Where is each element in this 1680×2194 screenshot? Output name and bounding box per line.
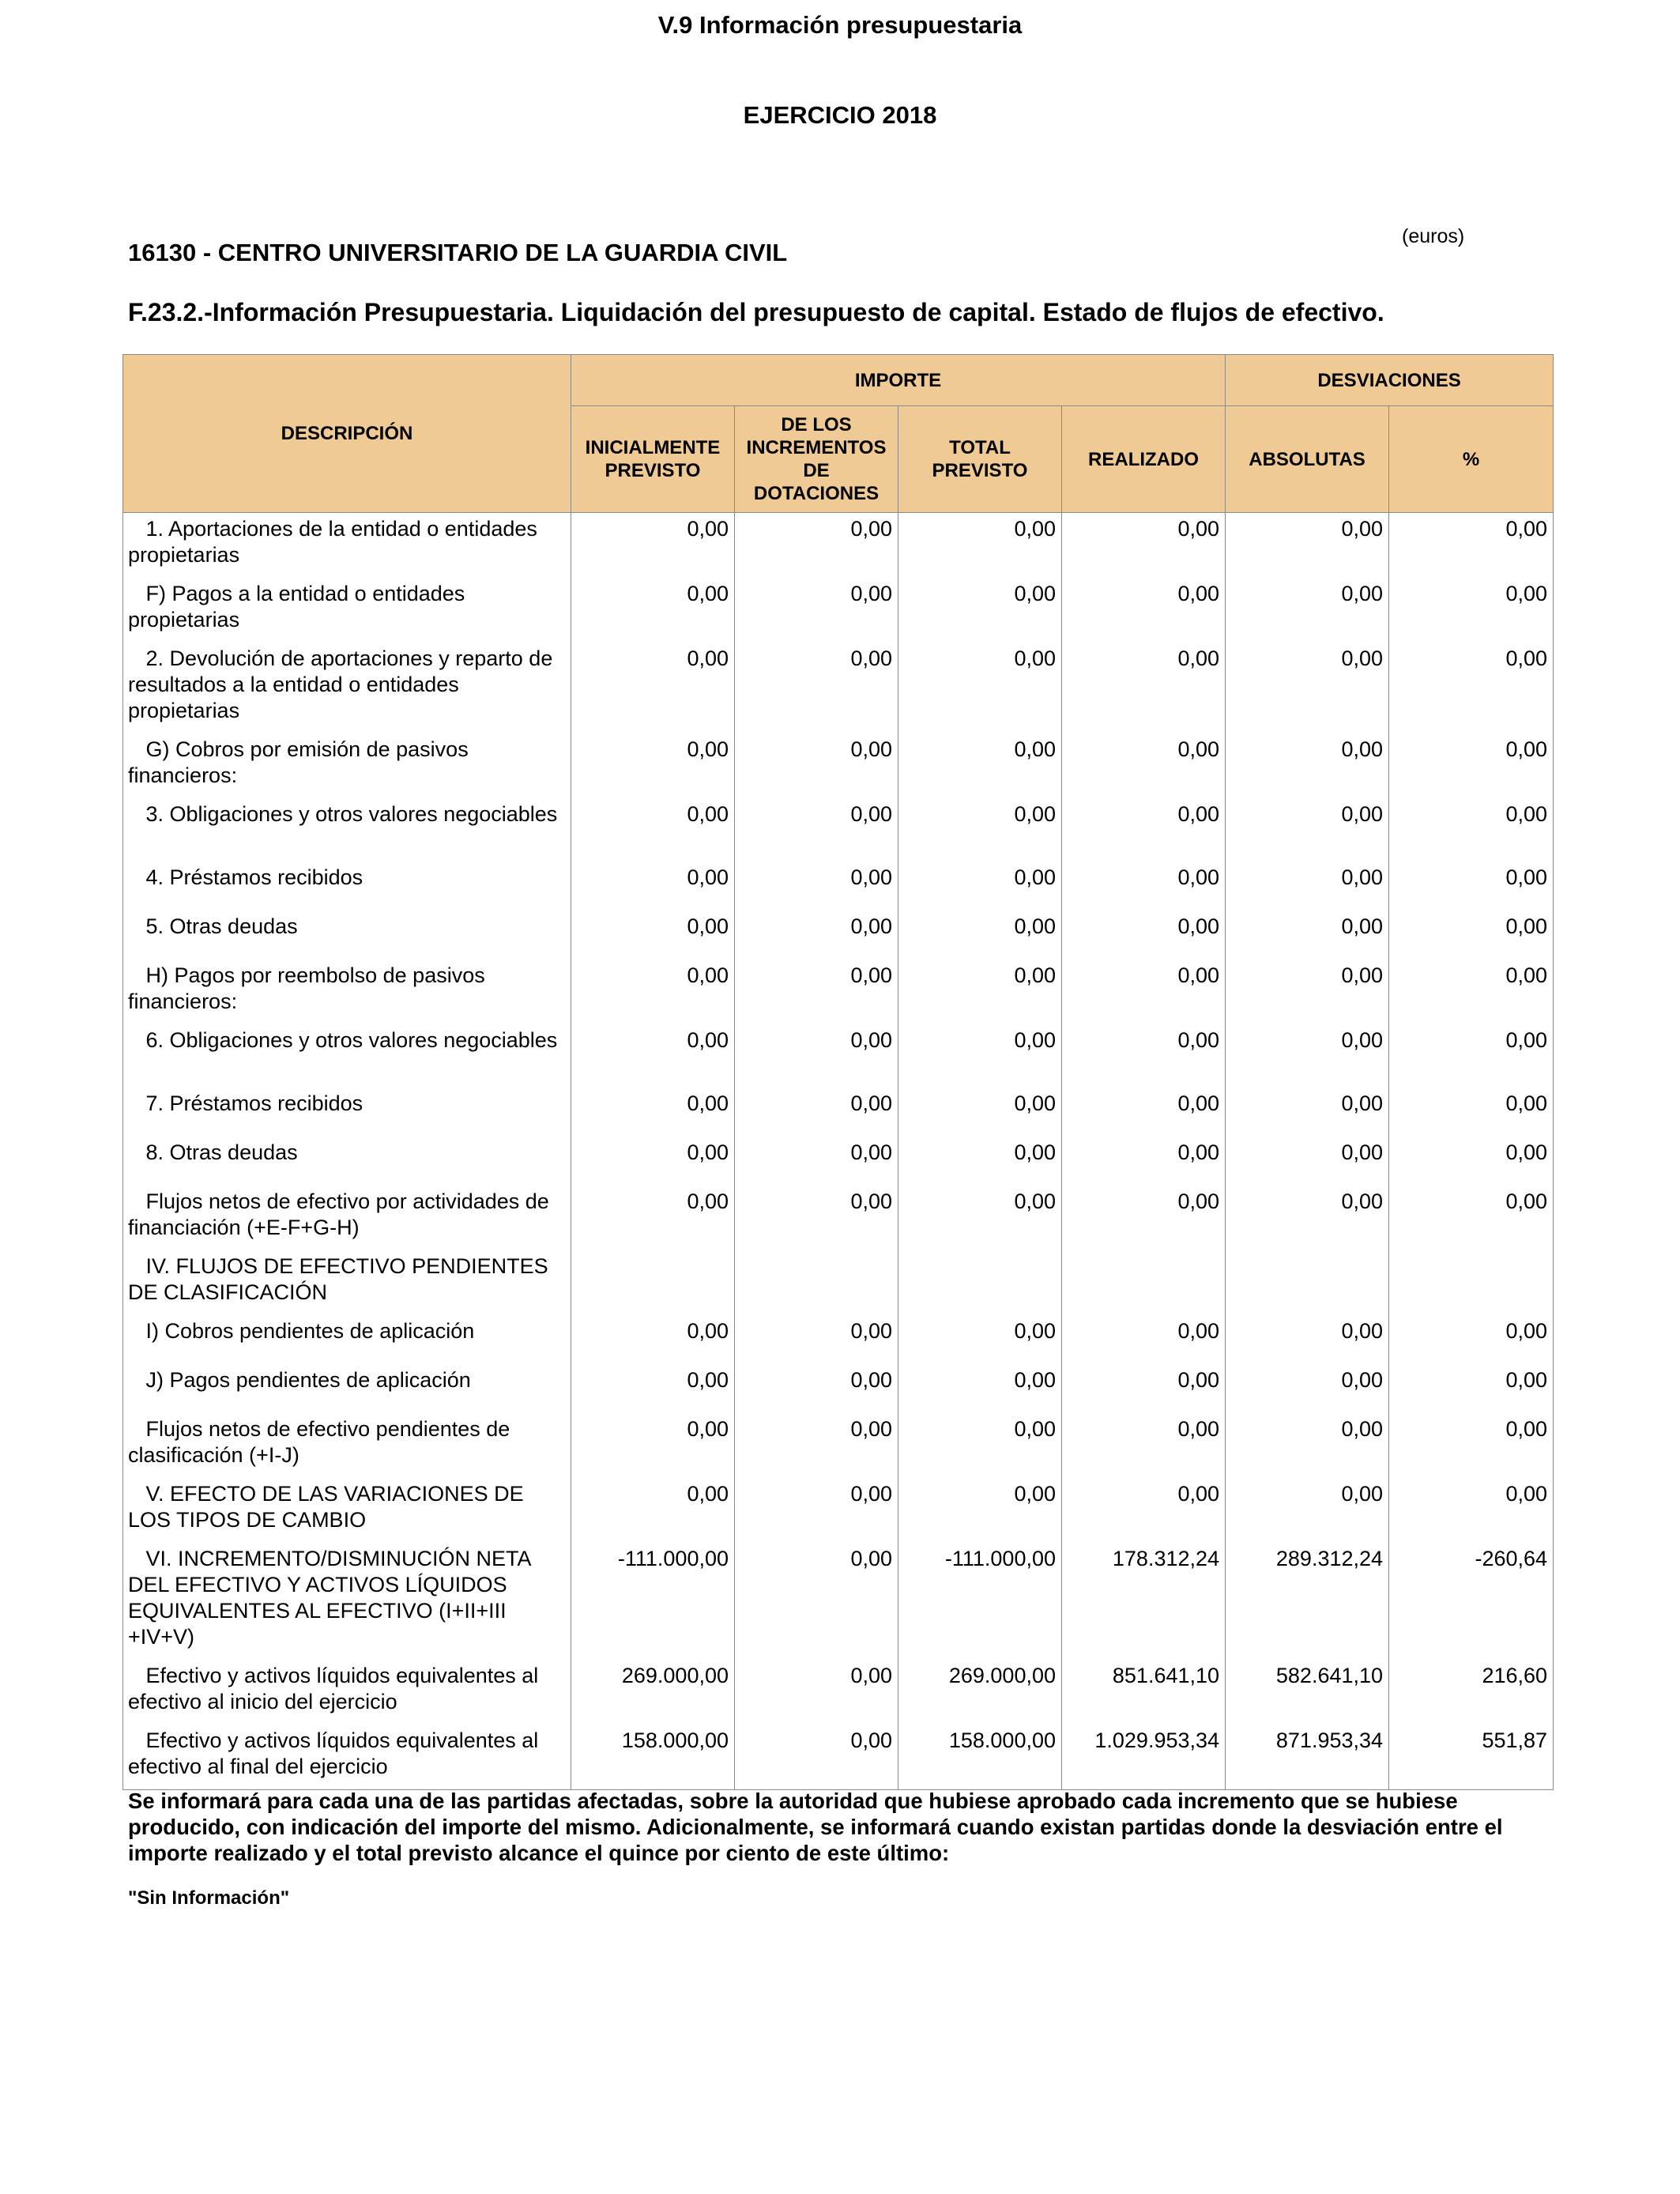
row-description-text: 3. Obligaciones y otros valores negociables <box>145 802 558 826</box>
cell-total-previsto: 0,00 <box>898 733 1062 798</box>
row-description-text: Flujos netos de efectivo por actividades de financiación (+E-F+G-H) <box>128 1189 549 1239</box>
cell-inicialmente-previsto: 0,00 <box>571 1088 735 1137</box>
cell-realizado: 0,00 <box>1062 1315 1226 1364</box>
table-row <box>123 1364 1554 1413</box>
cell-incrementos: 0,00 <box>735 1088 898 1137</box>
cell-porcentaje: 0,00 <box>1389 578 1554 643</box>
table-row <box>123 513 1554 579</box>
cell-inicialmente-previsto: 0,00 <box>571 959 735 1024</box>
row-description <box>123 1364 571 1413</box>
row-description <box>123 578 571 643</box>
row-description-text: Flujos netos de efectivo pendientes de clasificación (+I-J) <box>128 1417 510 1467</box>
cell-total-previsto: -111.000,00 <box>898 1543 1062 1660</box>
col-header-porcentaje: % <box>1389 406 1554 513</box>
cell-realizado: 0,00 <box>1062 513 1226 579</box>
cell-realizado: 0,00 <box>1062 861 1226 910</box>
cell-realizado: 0,00 <box>1062 1024 1226 1088</box>
cell-total-previsto: 0,00 <box>898 1364 1062 1413</box>
no-info-label: "Sin Información" <box>128 1887 290 1909</box>
cell-inicialmente-previsto: 0,00 <box>571 1478 735 1543</box>
row-description-text: Efectivo y activos líquidos equivalentes al efectivo al final del ejercicio <box>128 1728 539 1778</box>
table-row <box>123 1186 1554 1250</box>
table-body <box>123 513 1554 1790</box>
cell-realizado: 0,00 <box>1062 1137 1226 1186</box>
cell-realizado: 0,00 <box>1062 1478 1226 1543</box>
table-row <box>123 910 1554 959</box>
cell-inicialmente-previsto <box>571 1250 735 1315</box>
cell-total-previsto: 0,00 <box>898 798 1062 861</box>
table-row <box>123 1478 1554 1543</box>
table-row <box>123 578 1554 643</box>
row-description-text: 8. Otras deudas <box>145 1140 298 1164</box>
cell-total-previsto: 158.000,00 <box>898 1725 1062 1790</box>
cell-inicialmente-previsto: -111.000,00 <box>571 1543 735 1660</box>
cell-inicialmente-previsto: 0,00 <box>571 861 735 910</box>
cell-total-previsto: 0,00 <box>898 1315 1062 1364</box>
cell-porcentaje: 0,00 <box>1389 1137 1554 1186</box>
table-row <box>123 1660 1554 1725</box>
cell-incrementos: 0,00 <box>735 513 898 579</box>
table-row <box>123 1413 1554 1478</box>
cell-realizado: 851.641,10 <box>1062 1660 1226 1725</box>
cell-realizado: 0,00 <box>1062 733 1226 798</box>
cell-porcentaje: 551,87 <box>1389 1725 1554 1790</box>
row-description <box>123 1315 571 1364</box>
cell-realizado: 0,00 <box>1062 1186 1226 1250</box>
cell-realizado: 0,00 <box>1062 1413 1226 1478</box>
table-row <box>123 959 1554 1024</box>
cell-incrementos: 0,00 <box>735 1024 898 1088</box>
cell-incrementos: 0,00 <box>735 861 898 910</box>
units-label: (euros) <box>1402 225 1465 247</box>
cell-realizado: 0,00 <box>1062 798 1226 861</box>
row-description-text: J) Pagos pendientes de aplicación <box>145 1368 471 1392</box>
cell-absolutas: 0,00 <box>1226 1478 1389 1543</box>
table-row <box>123 1315 1554 1364</box>
cell-absolutas: 871.953,34 <box>1226 1725 1389 1790</box>
cell-incrementos: 0,00 <box>735 910 898 959</box>
cell-inicialmente-previsto: 158.000,00 <box>571 1725 735 1790</box>
row-description-text: VI. INCREMENTO/DISMINUCIÓN NETA DEL EFECTIVO Y ACTIVOS LÍQUIDOS EQUIVALENTES AL EFECTIVO (I+II+III +IV+V) <box>128 1547 531 1649</box>
cell-realizado <box>1062 1250 1226 1315</box>
cell-inicialmente-previsto: 0,00 <box>571 910 735 959</box>
row-description <box>123 1024 571 1088</box>
cell-absolutas: 0,00 <box>1226 959 1389 1024</box>
row-description <box>123 733 571 798</box>
cell-absolutas: 0,00 <box>1226 910 1389 959</box>
col-header-absolutas: ABSOLUTAS <box>1226 406 1389 513</box>
row-description <box>123 910 571 959</box>
cell-absolutas: 0,00 <box>1226 513 1389 579</box>
cell-total-previsto: 0,00 <box>898 959 1062 1024</box>
row-description-text: 6. Obligaciones y otros valores negociables <box>145 1028 558 1052</box>
row-description <box>123 1413 571 1478</box>
row-description-text: 7. Préstamos recibidos <box>145 1091 363 1115</box>
cell-inicialmente-previsto: 0,00 <box>571 1364 735 1413</box>
cell-porcentaje: 0,00 <box>1389 798 1554 861</box>
cell-absolutas: 0,00 <box>1226 733 1389 798</box>
cell-inicialmente-previsto: 0,00 <box>571 1186 735 1250</box>
row-description-text: Efectivo y activos líquidos equivalentes al efectivo al inicio del ejercicio <box>128 1664 539 1713</box>
table-row <box>123 1543 1554 1660</box>
table-row <box>123 733 1554 798</box>
cell-absolutas: 0,00 <box>1226 798 1389 861</box>
row-description-text: 4. Préstamos recibidos <box>145 865 363 889</box>
cell-incrementos: 0,00 <box>735 1478 898 1543</box>
table-row <box>123 643 1554 733</box>
col-header-realizado: REALIZADO <box>1062 406 1226 513</box>
cell-realizado: 0,00 <box>1062 1364 1226 1413</box>
row-description-text: I) Cobros pendientes de aplicación <box>145 1319 475 1343</box>
cell-total-previsto: 0,00 <box>898 1478 1062 1543</box>
group-header-importe: IMPORTE <box>571 355 1226 406</box>
cell-absolutas: 289.312,24 <box>1226 1543 1389 1660</box>
cell-total-previsto <box>898 1250 1062 1315</box>
cell-total-previsto: 0,00 <box>898 1137 1062 1186</box>
cell-incrementos: 0,00 <box>735 1186 898 1250</box>
table-row <box>123 1725 1554 1790</box>
col-header-descripcion: DESCRIPCIÓN <box>123 355 571 513</box>
row-description <box>123 1543 571 1660</box>
cell-porcentaje: 0,00 <box>1389 1413 1554 1478</box>
cell-realizado: 0,00 <box>1062 959 1226 1024</box>
row-description <box>123 1137 571 1186</box>
cell-porcentaje: 0,00 <box>1389 910 1554 959</box>
row-description-text: 2. Devolución de aportaciones y reparto de resultados a la entidad o entidades propietarias <box>128 647 553 722</box>
cell-absolutas: 582.641,10 <box>1226 1660 1389 1725</box>
row-description <box>123 513 571 579</box>
table-row <box>123 1088 1554 1137</box>
row-description <box>123 1725 571 1790</box>
entity-title: 16130 - CENTRO UNIVERSITARIO DE LA GUARDIA CIVIL <box>128 239 788 266</box>
row-description <box>123 1186 571 1250</box>
cell-inicialmente-previsto: 0,00 <box>571 1024 735 1088</box>
cell-porcentaje <box>1389 1250 1554 1315</box>
form-title: F.23.2.-Información Presupuestaria. Liquidación del presupuesto de capital. Estado de flujos de efectivo. <box>128 298 1384 326</box>
cell-absolutas: 0,00 <box>1226 1186 1389 1250</box>
row-description <box>123 959 571 1024</box>
cell-inicialmente-previsto: 269.000,00 <box>571 1660 735 1725</box>
cell-porcentaje: 0,00 <box>1389 1315 1554 1364</box>
cell-inicialmente-previsto: 0,00 <box>571 578 735 643</box>
row-description-text: 1. Aportaciones de la entidad o entidades propietarias <box>128 517 537 567</box>
cell-inicialmente-previsto: 0,00 <box>571 1413 735 1478</box>
row-description-text: V. EFECTO DE LAS VARIACIONES DE LOS TIPOS DE CAMBIO <box>128 1482 524 1532</box>
cell-total-previsto: 0,00 <box>898 1186 1062 1250</box>
cell-incrementos: 0,00 <box>735 1725 898 1790</box>
table-row <box>123 861 1554 910</box>
cell-total-previsto: 0,00 <box>898 910 1062 959</box>
cell-absolutas: 0,00 <box>1226 1315 1389 1364</box>
section-title: V.9 Información presupuestaria <box>657 11 1023 39</box>
cell-absolutas: 0,00 <box>1226 1088 1389 1137</box>
cell-realizado: 0,00 <box>1062 1088 1226 1137</box>
cell-inicialmente-previsto: 0,00 <box>571 643 735 733</box>
cell-absolutas: 0,00 <box>1226 643 1389 733</box>
cell-inicialmente-previsto: 0,00 <box>571 513 735 579</box>
cell-incrementos: 0,00 <box>735 733 898 798</box>
cell-inicialmente-previsto: 0,00 <box>571 798 735 861</box>
cell-absolutas: 0,00 <box>1226 578 1389 643</box>
cell-total-previsto: 0,00 <box>898 1024 1062 1088</box>
cell-incrementos: 0,00 <box>735 643 898 733</box>
cell-incrementos: 0,00 <box>735 1413 898 1478</box>
cell-incrementos: 0,00 <box>735 1315 898 1364</box>
cell-porcentaje: 0,00 <box>1389 1478 1554 1543</box>
row-description-text: 5. Otras deudas <box>145 914 298 938</box>
cell-absolutas: 0,00 <box>1226 1024 1389 1088</box>
row-description <box>123 1478 571 1543</box>
cell-absolutas: 0,00 <box>1226 1137 1389 1186</box>
table-row <box>123 798 1554 861</box>
col-header-inicialmente-previsto: INICIALMENTE PREVISTO <box>571 406 735 513</box>
row-description-text: G) Cobros por emisión de pasivos financieros: <box>128 737 469 787</box>
table-row <box>123 1137 1554 1186</box>
cell-incrementos: 0,00 <box>735 1137 898 1186</box>
cell-absolutas: 0,00 <box>1226 1413 1389 1478</box>
cell-incrementos: 0,00 <box>735 1364 898 1413</box>
cell-total-previsto: 0,00 <box>898 1413 1062 1478</box>
row-description <box>123 1660 571 1725</box>
cell-porcentaje: 0,00 <box>1389 1364 1554 1413</box>
cell-total-previsto: 0,00 <box>898 861 1062 910</box>
cell-total-previsto: 269.000,00 <box>898 1660 1062 1725</box>
cell-incrementos: 0,00 <box>735 1543 898 1660</box>
cash-flow-table <box>122 354 1554 1790</box>
cell-absolutas <box>1226 1250 1389 1315</box>
cell-inicialmente-previsto: 0,00 <box>571 1315 735 1364</box>
cell-absolutas: 0,00 <box>1226 1364 1389 1413</box>
cell-porcentaje: 0,00 <box>1389 1088 1554 1137</box>
row-description <box>123 1088 571 1137</box>
cell-inicialmente-previsto: 0,00 <box>571 1137 735 1186</box>
group-header-desviaciones: DESVIACIONES <box>1226 355 1554 406</box>
cell-total-previsto: 0,00 <box>898 1088 1062 1137</box>
cell-total-previsto: 0,00 <box>898 513 1062 579</box>
cell-porcentaje: 0,00 <box>1389 1024 1554 1088</box>
cell-porcentaje: 0,00 <box>1389 1186 1554 1250</box>
cell-inicialmente-previsto: 0,00 <box>571 733 735 798</box>
cell-incrementos: 0,00 <box>735 1660 898 1725</box>
row-description <box>123 1250 571 1315</box>
row-description-text: H) Pagos por reembolso de pasivos financieros: <box>128 963 485 1013</box>
cell-porcentaje: -260,64 <box>1389 1543 1554 1660</box>
col-header-incrementos: DE LOS INCREMENTOS DE DOTACIONES <box>735 406 898 513</box>
cell-porcentaje: 0,00 <box>1389 959 1554 1024</box>
cell-incrementos <box>735 1250 898 1315</box>
row-description <box>123 798 571 861</box>
cell-porcentaje: 0,00 <box>1389 861 1554 910</box>
row-description-text: IV. FLUJOS DE EFECTIVO PENDIENTES DE CLASIFICACIÓN <box>128 1254 548 1304</box>
cell-total-previsto: 0,00 <box>898 643 1062 733</box>
cell-porcentaje: 0,00 <box>1389 733 1554 798</box>
cell-absolutas: 0,00 <box>1226 861 1389 910</box>
footer-note: Se informará para cada una de las partidas afectadas, sobre la autoridad que hubiese aprobado cada incremento que se hubiese producido, con indicación del importe del mismo. Adicionalmente, se informará cuando existan partidas donde la desviación entre el importe realizado y el total previsto alcance el quince por ciento de este último: <box>128 1789 1503 1865</box>
cell-porcentaje: 0,00 <box>1389 643 1554 733</box>
cell-incrementos: 0,00 <box>735 959 898 1024</box>
cell-realizado: 1.029.953,34 <box>1062 1725 1226 1790</box>
row-description <box>123 643 571 733</box>
cell-realizado: 0,00 <box>1062 643 1226 733</box>
table-row <box>123 1024 1554 1088</box>
row-description <box>123 861 571 910</box>
cell-porcentaje: 0,00 <box>1389 513 1554 579</box>
table-row <box>123 1250 1554 1315</box>
cell-total-previsto: 0,00 <box>898 578 1062 643</box>
col-header-total-previsto: TOTAL PREVISTO <box>898 406 1062 513</box>
cell-realizado: 0,00 <box>1062 578 1226 643</box>
year-title: EJERCICIO 2018 <box>743 101 937 129</box>
cell-realizado: 178.312,24 <box>1062 1543 1226 1660</box>
cell-incrementos: 0,00 <box>735 798 898 861</box>
row-description-text: F) Pagos a la entidad o entidades propietarias <box>128 582 465 631</box>
cell-incrementos: 0,00 <box>735 578 898 643</box>
cell-porcentaje: 216,60 <box>1389 1660 1554 1725</box>
cell-realizado: 0,00 <box>1062 910 1226 959</box>
